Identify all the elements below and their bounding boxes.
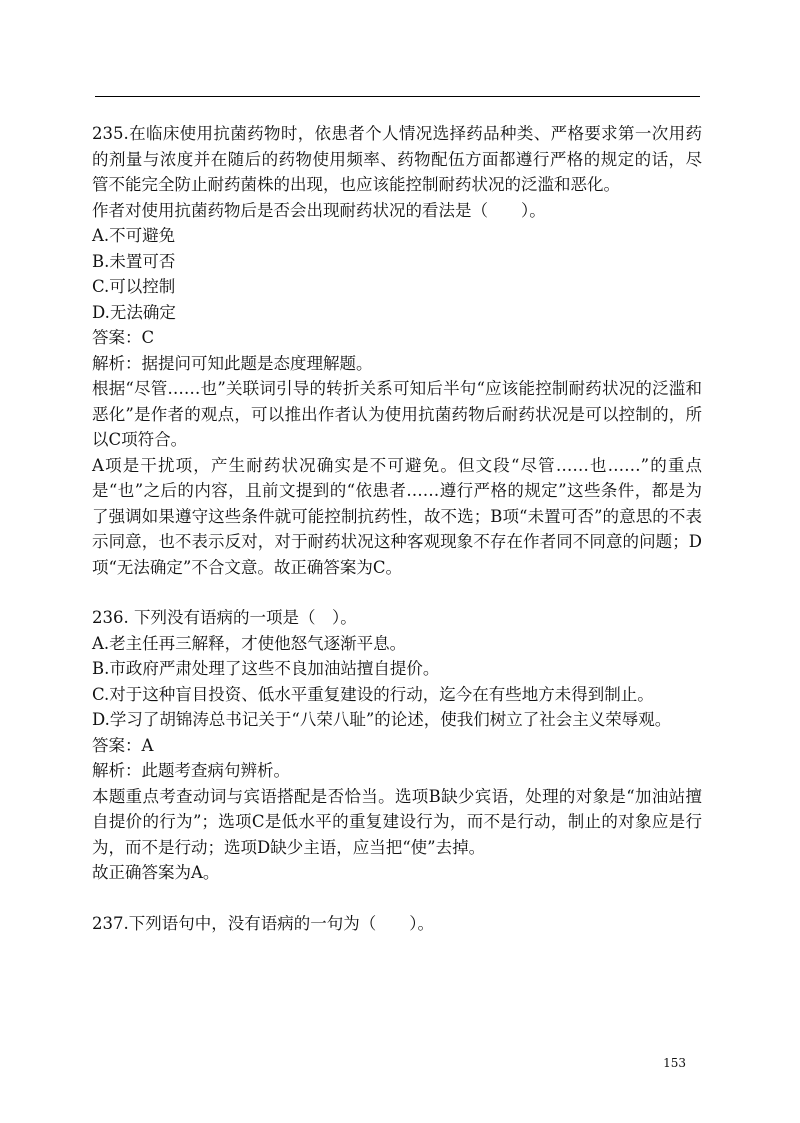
q236-option-d: D.学习了胡锦涛总书记关于“八荣八耻”的论述，使我们树立了社会主义荣辱观。 xyxy=(92,710,672,729)
header-rule xyxy=(95,96,700,97)
q235-option-d: D.无法确定 xyxy=(92,302,176,322)
q235-option-b: B.未置可否 xyxy=(92,251,176,271)
q236-analysis-1: 解析：此题考查病句辨析。 xyxy=(92,761,290,780)
q236-option-c: C.对于这种盲目投资、低水平重复建设的行动，迄今在有些地方未得到制止。 xyxy=(92,684,654,704)
q235-analysis-2: 根据“尽管……也”关联词引导的转折关系可知后半句“应该能控制耐药状况的泛滥和恶化”是作者的观点，可以推出作者认为使用抗菌药物后耐药状况是可以控制的，所以C项符合。 xyxy=(92,379,702,449)
q236-analysis-3: 故正确答案为A。 xyxy=(92,863,220,882)
spacer xyxy=(92,886,702,911)
q235-option-a: A.不可避免 xyxy=(92,226,176,245)
q236-option-b: B.市政府严肃处理了这些不良加油站擅自提价。 xyxy=(92,659,440,678)
q235-answer: 答案：C xyxy=(92,328,155,347)
q235-analysis-3: A项是干扰项，产生耐药状况确实是不可避免。但文段“尽管……也……”的重点是“也”之后的内容，且前文提到的“依患者……遵行严格的规定”这些条件，都是为了强调如果遵守这些条件就可能控制抗药性，故不选；B项“未置可否”的意思的不表示同意，也不表示反对，对于耐药状况这种客观现象不存在作者同不同意的问题；D项“无法确定”不合文意。故正确答案为C。 xyxy=(92,455,702,577)
q235-stem: 235.在临床使用抗菌药物时，依患者个人情况选择药品种类、严格要求第一次用药的剂量与浓度并在随后的药物使用频率、药物配伍方面都遵行严格的规定的话，尽管不能完全防止耐药菌株的出现，也应该能控制耐药状况的泛滥和恶化。 xyxy=(92,124,702,194)
page-number: 153 xyxy=(663,1056,686,1070)
q235-analysis-1: 解析：据提问可知此题是态度理解题。 xyxy=(92,353,373,373)
q236-analysis-2: 本题重点考查动词与宾语搭配是否恰当。选项B缺少宾语，处理的对象是“加油站擅自提价的行为”；选项C是低水平的重复建设行为，而不是行动，制止的对象应是行为，而不是行动；选项D缺少主语，应当把“使”去掉。 xyxy=(92,786,702,857)
spacer xyxy=(92,580,702,605)
q237-question: 237.下列语句中，没有语病的一句为（ ）。 xyxy=(92,913,434,933)
q236-answer: 答案：A xyxy=(92,735,154,755)
q235-option-c: C.可以控制 xyxy=(92,277,176,296)
page-content xyxy=(92,121,702,936)
q236-option-a: A.老主任再三解释，才使他怒气逐渐平息。 xyxy=(92,633,407,653)
q235-question: 作者对使用抗菌药物后是否会出现耐药状况的看法是（ ）。 xyxy=(92,200,546,220)
q236-question: 236. 下列没有语病的一项是（ ）。 xyxy=(92,608,357,627)
